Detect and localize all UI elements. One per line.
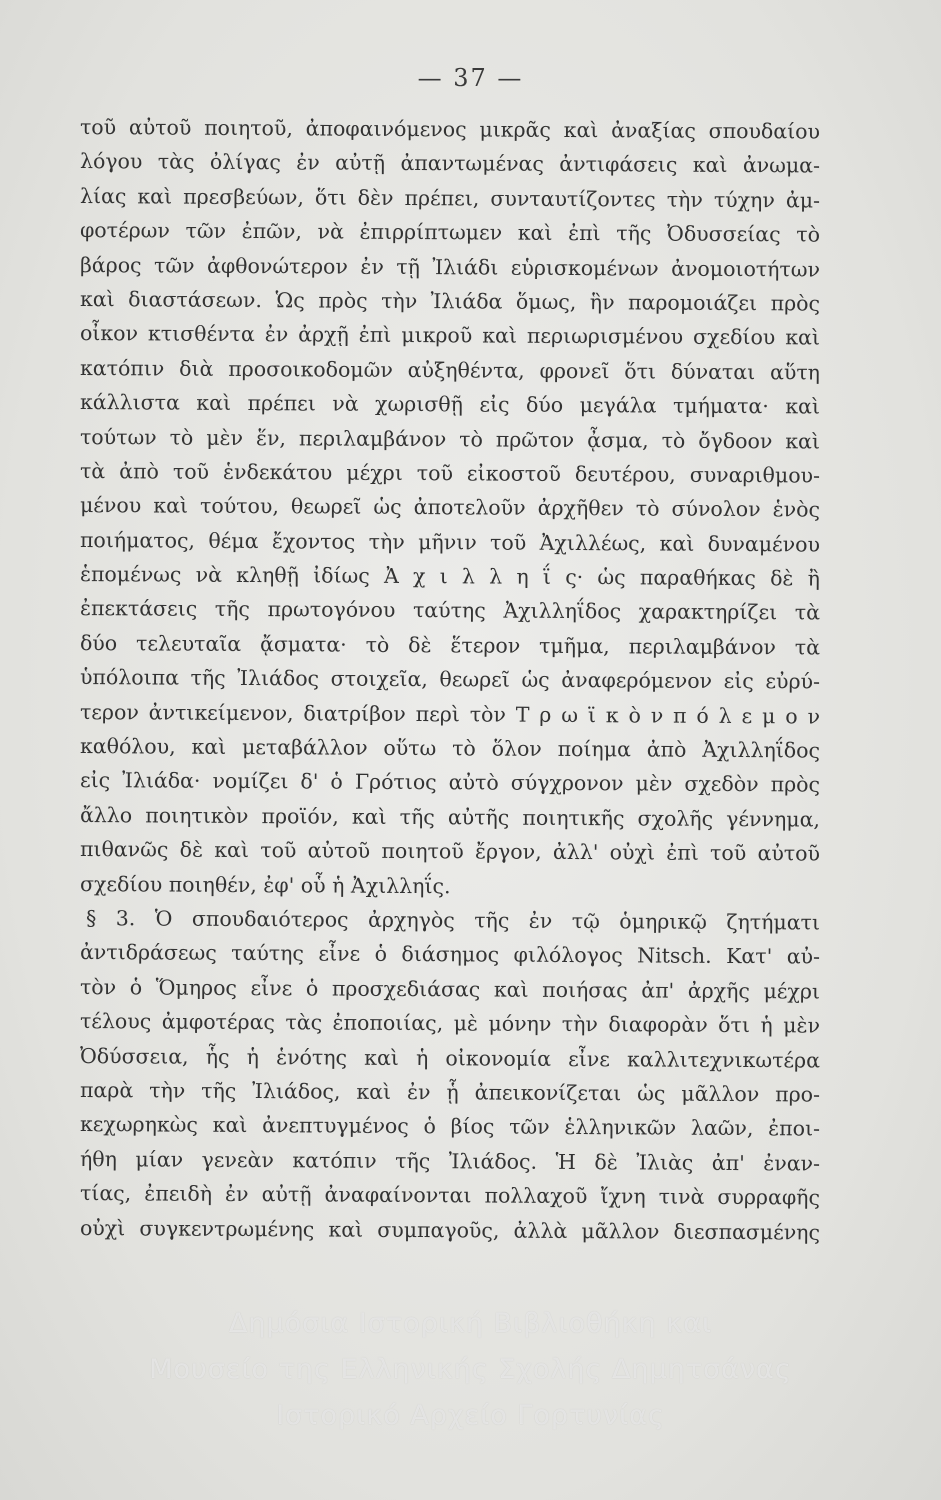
text-line: ἄλλο ποιητικὸν προϊόν, καὶ τῆς αὐτῆς ποιητικῆς σχολῆς γέννημα,	[79, 802, 821, 832]
text-line: μένου καὶ τούτου, θεωρεῖ ὡς ἀποτελοῦν ἀρχῆθεν τὸ σύνολον ἑνὸς	[79, 493, 821, 522]
text-line: παρὰ τὴν τῆς Ἰλιάδος, καὶ ἐν ᾗ ἀπεικονίζεται ὡς μᾶλλον προ-	[79, 1077, 821, 1107]
text-line: Ὀδύσσεια, ἧς ἡ ἑνότης καὶ ἡ οἰκονομία εἶνε καλλιτεχνικωτέρα	[79, 1043, 821, 1073]
text-line: τὰ ἀπὸ τοῦ ἑνδεκάτου μέχρι τοῦ εἰκοστοῦ δευτέρου, συναριθμου-	[79, 458, 821, 488]
text-line: τερον ἀντικείμενον, διατρίβον περὶ τὸν Τ ρ ω ϊ κ ὸ ν π ό λ ε μ ο ν	[79, 699, 821, 729]
text-line: τοῦ αὐτοῦ ποιητοῦ, ἀποφαινόμενος μικρᾶς καὶ ἀναξίας σπουδαίου	[79, 115, 821, 144]
text-line: πιθανῶς δὲ καὶ τοῦ αὐτοῦ ποιητοῦ ἔργον, ἀλλ' οὐχὶ ἐπὶ τοῦ αὐτοῦ	[79, 837, 821, 866]
text-line: ἑπομένως νὰ κληθῇ ἰδίως Ἀ χ ι λ λ η ΐ ς· ὡς παραθήκας δὲ ἢ	[79, 562, 821, 591]
text-line: κάλλιστα καὶ πρέπει νὰ χωρισθῇ εἰς δύο μεγάλα τμήματα· καὶ	[79, 390, 821, 419]
text-line: ἐπεκτάσεις τῆς πρωτογόνου ταύτης Ἀχιλληΐδος χαρακτηρίζει τὰ	[79, 596, 821, 625]
watermark-line: Δημόσια Ιστορική Βιβλιοθήκη και	[228, 1308, 713, 1339]
text-line: οὐχὶ συγκεντρωμένης καὶ συμπαγοῦς, ἀλλὰ μᾶλλον διεσπασμένης	[79, 1215, 821, 1245]
text-line: λίας καὶ πρεσβεύων, ὅτι δὲν πρέπει, συνταυτίζοντες τὴν τύχην ἀμ-	[79, 183, 821, 213]
watermark-line: Μουσείο της Ελληνικής Σχολής Δημητσάνας	[149, 1354, 792, 1385]
watermark-line: Ιστορικό Αρχείο Γορτυνίας	[276, 1400, 665, 1431]
text-line: ἀντιδράσεως ταύτης εἶνε ὁ διάσημος φιλόλογος Nitsch. Κατ' αὐ-	[79, 940, 821, 969]
text-line: ὑπόλοιπα τῆς Ἰλιάδος στοιχεῖα, θεωρεῖ ὡς ἀναφερόμενον εἰς εὐρύ-	[79, 665, 821, 694]
page-number: — 37 —	[417, 64, 524, 92]
section-heading-line: § 3. Ὁ σπουδαιότερος ἀρχηγὸς τῆς ἐν τῷ ὁμηρικῷ ζητήματι	[85, 906, 821, 935]
text-line: φοτέρων τῶν ἐπῶν, νὰ ἐπιρρίπτωμεν καὶ ἐπὶ τῆς Ὀδυσσείας τὸ	[79, 218, 821, 247]
text-line: εἰς Ἰλιάδα· νομίζει δ' ὁ Γρότιος αὐτὸ σύγχρονον μὲν σχεδὸν πρὸς	[79, 768, 821, 797]
text-line: τὸν ὁ Ὅμηρος εἶνε ὁ προσχεδιάσας καὶ ποιήσας ἀπ' ἀρχῆς μέχρι	[79, 974, 821, 1004]
text-line: δύο τελευταῖα ᾄσματα· τὸ δὲ ἕτερον τμῆμα, περιλαμβάνον τὰ	[79, 630, 821, 660]
text-line: σχεδίου ποιηθέν, ἐφ' οὗ ἡ Ἀχιλληΐς.	[79, 871, 451, 898]
text-line: κατόπιν διὰ προσοικοδομῶν αὐξηθέντα, φρονεῖ ὅτι δύναται αὕτη	[79, 355, 821, 385]
text-line: καὶ διαστάσεων. Ὡς πρὸς τὴν Ἰλιάδα ὅμως, ἣν παρομοιάζει πρὸς	[79, 286, 821, 316]
text-line: λόγου τὰς ὀλίγας ἐν αὐτῇ ἀπαντωμένας ἀντιφάσεις καὶ ἀνωμα-	[79, 149, 821, 178]
text-line: οἶκον κτισθέντα ἐν ἀρχῇ ἐπὶ μικροῦ καὶ περιωρισμένου σχεδίου καὶ	[79, 321, 821, 350]
text-line: ήθη μίαν γενεὰν κατόπιν τῆς Ἰλιάδος. Ἡ δὲ Ἰλιὰς ἀπ' ἐναν-	[79, 1146, 821, 1176]
text-line: τέλους ἀμφοτέρας τὰς ἐποποιίας, μὲ μόνην τὴν διαφορὰν ὅτι ἡ μὲν	[79, 1009, 821, 1038]
text-line: βάρος τῶν ἀφθονώτερον ἐν τῇ Ἰλιάδι εὑρισκομένων ἀνομοιοτήτων	[79, 252, 821, 282]
text-line: ποιήματος, θέμα ἔχοντος τὴν μῆνιν τοῦ Ἀχιλλέως, καὶ δυναμένου	[79, 527, 821, 557]
text-line: τούτων τὸ μὲν ἕν, περιλαμβάνον τὸ πρῶτον ᾆσμα, τὸ ὄγδοον καὶ	[79, 424, 821, 454]
text-line: κεχωρηκὼς καὶ ἀνεπτυγμένος ὁ βίος τῶν ἑλληνικῶν λαῶν, ἐποι-	[79, 1112, 821, 1141]
text-line: καθόλου, καὶ μεταβάλλον οὕτω τὸ ὅλον ποίημα ἀπὸ Ἀχιλληΐδος	[79, 734, 821, 763]
text-line: τίας, ἐπειδὴ ἐν αὐτῇ ἀναφαίνονται πολλαχοῦ ἴχνη τινὰ συρραφῆς	[79, 1181, 821, 1210]
